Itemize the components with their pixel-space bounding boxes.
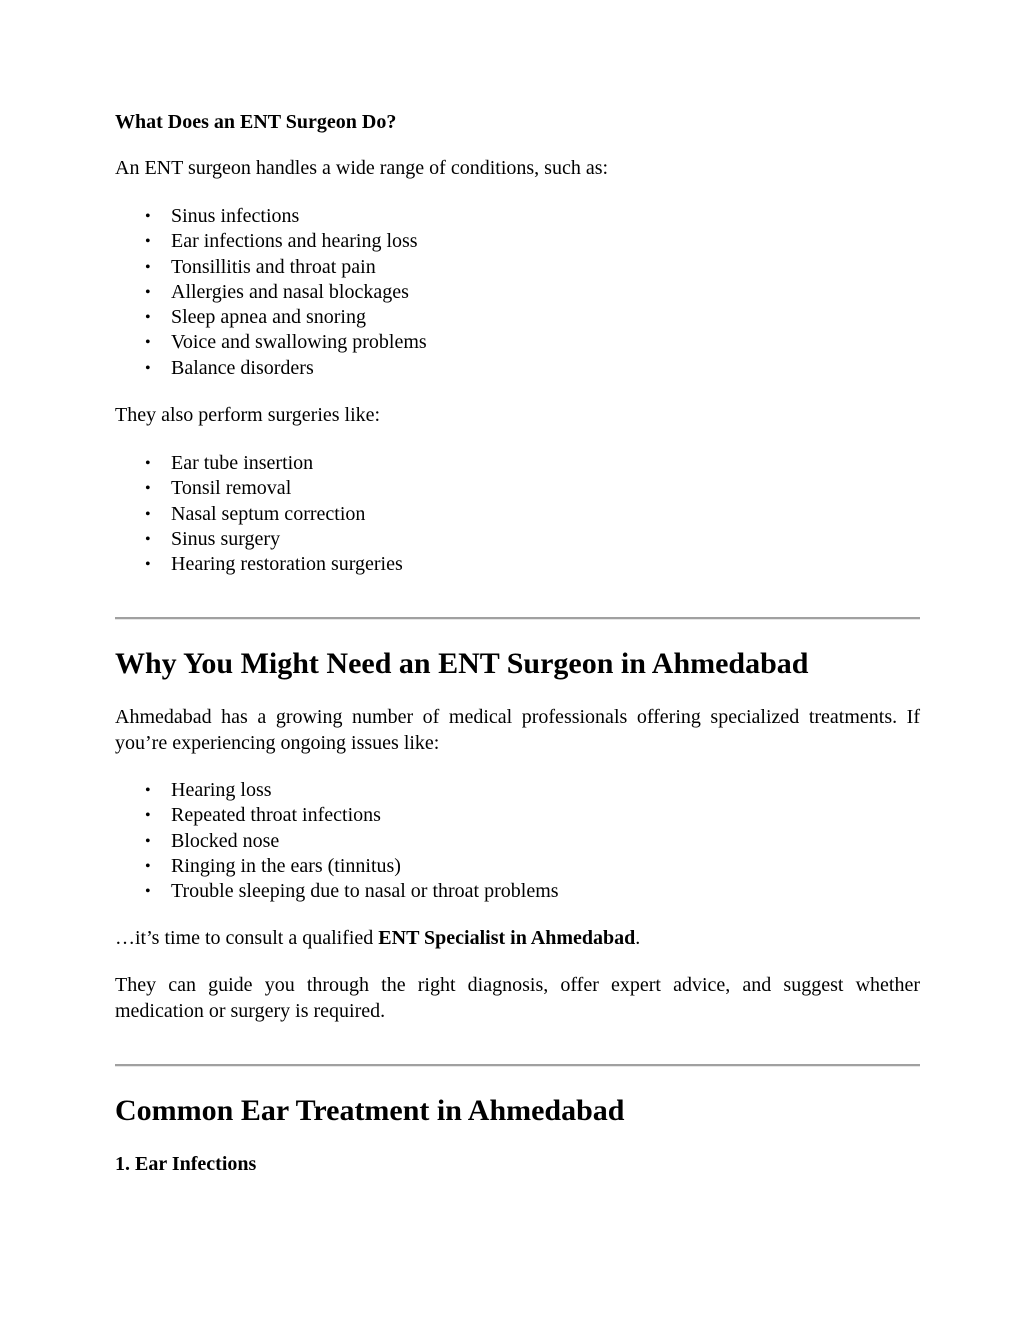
ear-infections-subheading: 1. Ear Infections bbox=[115, 1153, 257, 1175]
list-item: • Blocked nose bbox=[115, 829, 559, 854]
list-item: • Nasal septum correction bbox=[115, 502, 403, 527]
horizontal-divider bbox=[115, 617, 920, 620]
list-item: • Sinus surgery bbox=[115, 527, 403, 552]
guide-paragraph: They can guide you through the right diagnosis, offer expert advice, and suggest whether medication or surgery is required. bbox=[115, 974, 920, 1022]
bullet-icon: • bbox=[145, 807, 151, 825]
section1-heading: What Does an ENT Surgeon Do? bbox=[115, 111, 397, 133]
list-item: • Hearing loss bbox=[115, 778, 559, 803]
list-item: • Repeated throat infections bbox=[115, 803, 559, 828]
consult-paragraph: …it’s time to consult a qualified ENT Specialist in Ahmedabad. bbox=[115, 927, 641, 949]
bullet-icon: • bbox=[145, 208, 151, 225]
specialist-highlight: ENT Specialist in Ahmedabad bbox=[378, 927, 636, 949]
bullet-icon: • bbox=[145, 258, 151, 276]
bullet-icon: • bbox=[145, 782, 151, 799]
list-item: • Trouble sleeping due to nasal or throat problems bbox=[115, 879, 559, 904]
section2-intro: Ahmedabad has a growing number of medical professionals offering specialized treatments. If you’re experiencing ongoing issues like: bbox=[115, 706, 920, 754]
list-item: • Tonsil removal bbox=[115, 476, 403, 501]
bullet-icon: • bbox=[145, 556, 151, 574]
section3-heading: Common Ear Treatment in Ahmedabad bbox=[115, 1094, 625, 1127]
bullet-icon: • bbox=[145, 832, 151, 850]
issues-list bbox=[115, 778, 559, 904]
list-item: • Ear infections and hearing loss bbox=[115, 229, 427, 254]
list-item: • Allergies and nasal blockages bbox=[115, 280, 427, 305]
list-item: • Tonsillitis and throat pain bbox=[115, 255, 427, 280]
bullet-icon: • bbox=[145, 857, 151, 875]
section2-heading: Why You Might Need an ENT Surgeon in Ahmedabad bbox=[115, 647, 809, 680]
section1-intro: An ENT surgeon handles a wide range of conditions, such as: bbox=[115, 157, 609, 179]
bullet-icon: • bbox=[145, 530, 151, 548]
bullet-icon: • bbox=[145, 480, 151, 498]
surgeries-intro: They also perform surgeries like: bbox=[115, 404, 381, 426]
horizontal-divider bbox=[115, 1064, 920, 1067]
list-item: • Hearing restoration surgeries bbox=[115, 552, 403, 577]
list-item: • Voice and swallowing problems bbox=[115, 330, 427, 355]
conditions-list bbox=[115, 204, 427, 381]
surgeries-list bbox=[115, 451, 403, 577]
list-item: • Ringing in the ears (tinnitus) bbox=[115, 854, 559, 879]
bullet-icon: • bbox=[145, 283, 151, 301]
bullet-icon: • bbox=[145, 883, 151, 901]
list-item: • Ear tube insertion bbox=[115, 451, 403, 476]
list-item: • Balance disorders bbox=[115, 356, 427, 381]
bullet-icon: • bbox=[145, 309, 151, 327]
bullet-icon: • bbox=[145, 233, 151, 251]
list-item: • Sleep apnea and snoring bbox=[115, 305, 427, 330]
list-item: • Sinus infections bbox=[115, 204, 427, 229]
bullet-icon: • bbox=[145, 455, 151, 472]
bullet-icon: • bbox=[145, 359, 151, 377]
bullet-icon: • bbox=[145, 334, 151, 352]
bullet-icon: • bbox=[145, 505, 151, 523]
